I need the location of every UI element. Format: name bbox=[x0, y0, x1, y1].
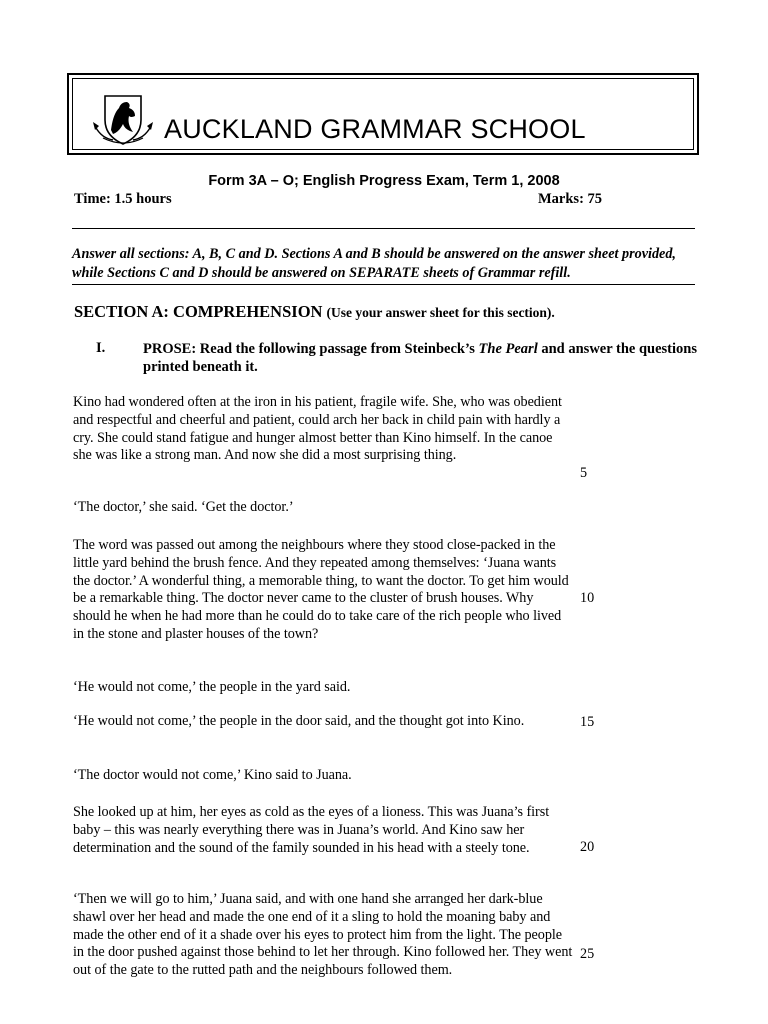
passage-paragraph: ‘The doctor would not come,’ Kino said to Juana. bbox=[73, 767, 352, 783]
line-number: 25 bbox=[580, 946, 595, 962]
passage-paragraph: ‘He would not come,’ the people in the door said, and the thought got into Kino. bbox=[73, 713, 525, 729]
prose-number: I. bbox=[96, 340, 106, 356]
prose-instruction bbox=[143, 340, 703, 376]
school-header-box bbox=[67, 73, 699, 155]
line-number: 10 bbox=[580, 590, 595, 606]
exam-title: Form 3A – O; English Progress Exam, Term 1, 2008 bbox=[208, 173, 560, 189]
header-inner-border bbox=[72, 78, 694, 150]
exam-marks: Marks: 75 bbox=[538, 191, 603, 207]
book-title: The Pearl bbox=[478, 341, 538, 357]
exam-time: Time: 1.5 hours bbox=[74, 191, 172, 207]
prose-text-before: PROSE: Read the following passage from Steinbeck’s bbox=[143, 341, 479, 357]
prose-text-after: and answer the questions printed beneath it. bbox=[143, 341, 698, 375]
passage-paragraph: Kino had wondered often at the iron in his patient, fragile wife. She, who was obedient and respectful and cheerful and patient, could arch her back in child pain with hardly a cry. She could stand fatigue and hunger almost better than Kino himself. In the canoe she was like a strong man. And now she did a most surprising thing. bbox=[73, 394, 562, 464]
passage-paragraph: She looked up at him, her eyes as cold as the eyes of a lioness. This was Juana’s first baby – this was nearly everything there was in Juana’s world. And Kino saw her determination and the sound of the family sounded in his head with a steely tone. bbox=[73, 804, 550, 856]
exam-instructions: Answer all sections: A, B, C and D. Sections A and B should be answered on the answer sheet provided, while Sections C and D should be answered on SEPARATE sheets of Grammar refill. bbox=[72, 246, 676, 281]
section-a-heading bbox=[74, 302, 555, 322]
school-crest-icon bbox=[91, 90, 155, 148]
line-number: 5 bbox=[580, 465, 588, 481]
line-number: 20 bbox=[580, 839, 595, 855]
section-a-title: SECTION A: COMPREHENSION bbox=[74, 302, 323, 321]
school-name: AUCKLAND GRAMMAR SCHOOL bbox=[164, 114, 586, 144]
passage-paragraph: ‘The doctor,’ she said. ‘Get the doctor.’ bbox=[73, 499, 294, 515]
section-a-note: (Use your answer sheet for this section). bbox=[326, 305, 555, 320]
divider-top bbox=[72, 228, 695, 229]
line-number: 15 bbox=[580, 714, 595, 730]
passage-paragraph: ‘He would not come,’ the people in the yard said. bbox=[73, 679, 351, 695]
passage-paragraph: ‘Then we will go to him,’ Juana said, and with one hand she arranged her dark-blue shawl over her head and made the one end of it a sling to hold the moaning baby and made the other end of it a shade over his eyes to protect him from the light. The people in the door pushed against those behind to let her through. Kino followed her. They went out of the gate to the rutted path and the neighbours followed them. bbox=[73, 891, 573, 979]
divider-bottom bbox=[72, 284, 695, 285]
passage-paragraph: The word was passed out among the neighbours where they stood close-packed in the little yard behind the brush fence. And they repeated among themselves: ‘Juana wants the doctor.’ A wonderful thing, a memorable thing, to want the doctor. To get him would be a remarkable thing. The doctor never came to the cluster of brush houses. Why should he when he had more than he could do to take care of the rich people who lived in the stone and plaster houses of the town? bbox=[73, 537, 569, 642]
